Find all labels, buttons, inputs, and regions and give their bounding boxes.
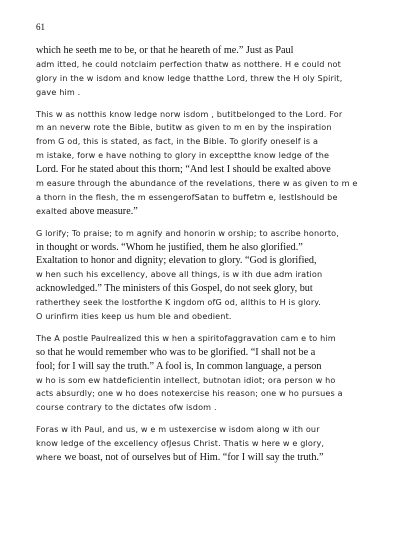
text-segment: m an neverw rote the Bible, butitw as given to m en by the inspiration <box>36 122 332 133</box>
text-segment: Foras w ith Paul, and us, w e m ustexercise w isdom along w ith our <box>36 424 320 435</box>
text-line <box>36 225 384 239</box>
text-segment: course contrary to the dictates ofw isdom . <box>36 402 217 413</box>
text-line <box>36 385 384 399</box>
paragraph <box>36 330 384 413</box>
text-line <box>36 119 384 133</box>
text-segment: exalted <box>36 205 70 216</box>
text-line <box>36 280 384 294</box>
text-line <box>36 189 384 203</box>
text-segment: fool; for I will say the truth.” A fool is, In common language, a person <box>36 360 322 372</box>
text-line <box>36 147 384 161</box>
text-segment: m istake, forw e have nothing to glory in exceptthe know ledge of the <box>36 150 330 161</box>
text-segment: glory in the w isdom and know ledge thatthe Lord, threw the H oly Spirit, <box>36 72 343 83</box>
paragraph <box>36 421 384 463</box>
text-line <box>36 308 384 322</box>
text-segment: m easure through the abundance of the revelations, there w as given to m e <box>36 178 358 189</box>
text-line <box>36 330 384 344</box>
text-segment: so that he would remember who was to be glorified. “I shall not be a <box>36 346 316 358</box>
text-segment: This w as notthis know ledge norw isdom , butitbelonged to the Lord. For <box>36 108 343 119</box>
text-line <box>36 175 384 189</box>
text-line <box>36 344 384 358</box>
text-segment: in thought or words. “Whom he justified, them he also glorified.” <box>36 241 303 253</box>
text-line <box>36 421 384 435</box>
paragraph <box>36 42 384 98</box>
text-line <box>36 106 384 120</box>
paragraph <box>36 225 384 322</box>
text-line <box>36 358 384 372</box>
text-segment: w hen such his excellency, above all things, is w ith due adm iration <box>36 269 323 280</box>
body-text <box>36 42 384 463</box>
text-line <box>36 161 384 175</box>
text-line <box>36 435 384 449</box>
text-segment: from G od, this is stated, as fact, in the Bible. To glorify oneself is a <box>36 136 319 147</box>
text-line <box>36 70 384 84</box>
text-line <box>36 294 384 308</box>
text-segment: where <box>36 452 65 463</box>
text-line <box>36 42 384 56</box>
text-line <box>36 239 384 253</box>
text-segment: a thorn in the flesh, the m essengerofSatan to buffetm e, lestIshould be <box>36 191 338 202</box>
text-segment: gave him . <box>36 86 81 97</box>
text-segment: w ho is som ew hatdeficientin intellect, butnotan idiot; ora person w ho <box>36 374 336 385</box>
text-segment: G lorify; To praise; to m agnify and honorin w orship; to ascribe honorto, <box>36 227 340 238</box>
text-segment: acts absurdly; one w ho does notexercise his reason; one w ho pursues a <box>36 388 343 399</box>
text-segment: we boast, not of ourselves but of Him. “for I will say the truth.” <box>64 452 324 463</box>
text-line <box>36 84 384 98</box>
text-line <box>36 133 384 147</box>
page-number: 61 <box>36 22 45 32</box>
text-segment: above measure.” <box>69 205 138 217</box>
text-segment: acknowledged.” The ministers of this Gospel, do not seek glory, but <box>36 283 313 295</box>
paragraph <box>36 106 384 217</box>
text-segment: The A postle Paulrealized this w hen a spiritofaggravation cam e to him <box>36 332 336 343</box>
text-segment: adm itted, he could notclaim perfection thatw as notthere. H e could not <box>36 58 341 69</box>
text-line <box>36 449 384 463</box>
text-segment: Lord. For he stated about this thorn; “And lest I should be exalted above <box>36 164 331 176</box>
text-line <box>36 203 384 217</box>
text-line <box>36 252 384 266</box>
text-segment: which he seeth me to be, or that he heareth of me.” Just as Paul <box>36 45 294 56</box>
text-segment: ratherthey seek the lostforthe K ingdom ofG od, allthis to H is glory. <box>36 297 321 308</box>
text-segment: O urinfirm ities keep us hum ble and obedient. <box>36 311 232 322</box>
text-line <box>36 266 384 280</box>
text-line <box>36 372 384 386</box>
text-segment: know ledge of the excellency ofJesus Christ. Thatis w here w e glory, <box>36 438 325 449</box>
text-line <box>36 399 384 413</box>
text-segment: Exaltation to honor and dignity; elevation to glory. “God is glorified, <box>36 255 317 267</box>
text-line <box>36 56 384 70</box>
